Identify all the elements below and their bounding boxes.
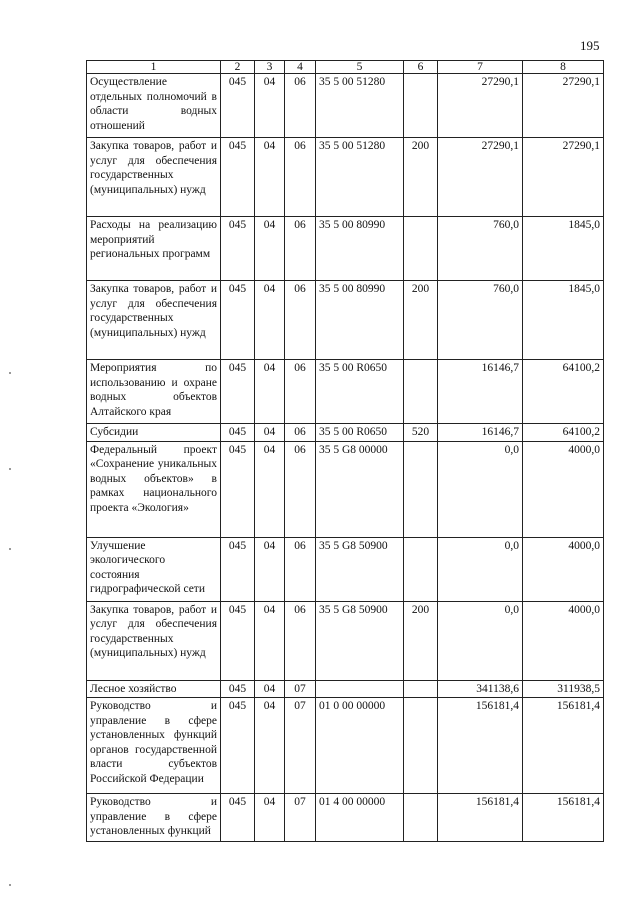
cell-amount-8: 64100,2 — [523, 360, 604, 424]
cell-target-article: 35 5 00 80990 — [316, 217, 404, 281]
row-name: Субсидии — [87, 424, 221, 442]
table-row — [87, 441, 604, 537]
cell-amount-7: 0,0 — [438, 441, 523, 537]
cell-code: 045 — [221, 698, 255, 794]
cell-expense-type: 200 — [404, 138, 438, 217]
cell-amount-8: 27290,1 — [523, 74, 604, 138]
cell-section: 04 — [255, 698, 285, 794]
cell-target-article: 35 5 00 51280 — [316, 138, 404, 217]
cell-code: 045 — [221, 601, 255, 680]
cell-section: 04 — [255, 794, 285, 842]
cell-amount-8: 1845,0 — [523, 281, 604, 360]
column-header: 2 — [221, 61, 255, 74]
table-row — [87, 424, 604, 442]
scan-speck — [9, 372, 11, 374]
row-name: Закупка товаров, работ и услуг для обеспечения государственных (муниципальных) нужд — [87, 138, 221, 217]
column-header: 4 — [285, 61, 316, 74]
cell-subsection: 06 — [285, 360, 316, 424]
table-row — [87, 698, 604, 794]
cell-section: 04 — [255, 138, 285, 217]
cell-amount-8: 4000,0 — [523, 441, 604, 537]
table-row — [87, 537, 604, 601]
cell-target-article: 35 5 G8 00000 — [316, 441, 404, 537]
cell-expense-type — [404, 680, 438, 698]
cell-expense-type: 200 — [404, 601, 438, 680]
cell-section: 04 — [255, 424, 285, 442]
row-name: Осуществление отдельных полномочий в области водных отношений — [87, 74, 221, 138]
cell-amount-7: 16146,7 — [438, 360, 523, 424]
cell-expense-type — [404, 360, 438, 424]
cell-expense-type — [404, 441, 438, 537]
cell-section: 04 — [255, 680, 285, 698]
cell-amount-8: 156181,4 — [523, 794, 604, 842]
page-number: 195 — [580, 38, 600, 53]
cell-subsection: 06 — [285, 138, 316, 217]
cell-amount-8: 311938,5 — [523, 680, 604, 698]
row-name: Руководство и управление в сфере установленных функций органов государственной власти субъектов Российской Федерации — [87, 698, 221, 794]
column-header: 6 — [404, 61, 438, 74]
cell-target-article: 35 5 G8 50900 — [316, 601, 404, 680]
cell-expense-type — [404, 217, 438, 281]
cell-target-article: 35 5 00 R0650 — [316, 424, 404, 442]
scan-speck — [9, 884, 11, 886]
cell-subsection: 07 — [285, 794, 316, 842]
cell-subsection: 07 — [285, 698, 316, 794]
cell-code: 045 — [221, 424, 255, 442]
cell-target-article: 35 5 00 R0650 — [316, 360, 404, 424]
table-row — [87, 794, 604, 842]
cell-code: 045 — [221, 360, 255, 424]
cell-amount-7: 0,0 — [438, 537, 523, 601]
cell-target-article: 01 4 00 00000 — [316, 794, 404, 842]
cell-code: 045 — [221, 138, 255, 217]
column-header: 1 — [87, 61, 221, 74]
cell-section: 04 — [255, 441, 285, 537]
scan-speck — [9, 548, 11, 550]
cell-code: 045 — [221, 537, 255, 601]
cell-code: 045 — [221, 441, 255, 537]
cell-amount-8: 156181,4 — [523, 698, 604, 794]
row-name: Расходы на реализацию мероприятий региональных программ — [87, 217, 221, 281]
budget-table — [86, 60, 604, 842]
cell-amount-7: 27290,1 — [438, 74, 523, 138]
cell-section: 04 — [255, 601, 285, 680]
cell-expense-type: 520 — [404, 424, 438, 442]
cell-subsection: 06 — [285, 74, 316, 138]
table-row — [87, 138, 604, 217]
cell-amount-8: 4000,0 — [523, 537, 604, 601]
cell-section: 04 — [255, 537, 285, 601]
cell-subsection: 06 — [285, 424, 316, 442]
cell-section: 04 — [255, 74, 285, 138]
cell-target-article: 35 5 00 80990 — [316, 281, 404, 360]
column-header: 5 — [316, 61, 404, 74]
cell-amount-8: 4000,0 — [523, 601, 604, 680]
column-header: 7 — [438, 61, 523, 74]
cell-amount-7: 760,0 — [438, 217, 523, 281]
table-row — [87, 601, 604, 680]
cell-section: 04 — [255, 281, 285, 360]
cell-subsection: 06 — [285, 281, 316, 360]
cell-amount-8: 64100,2 — [523, 424, 604, 442]
cell-amount-7: 341138,6 — [438, 680, 523, 698]
table-row — [87, 360, 604, 424]
row-name: Улучшение экологического состояния гидрографической сети — [87, 537, 221, 601]
cell-amount-7: 0,0 — [438, 601, 523, 680]
row-name: Федеральный проект «Сохранение уникальных водных объектов» в рамках национального проекта «Экология» — [87, 441, 221, 537]
cell-subsection: 06 — [285, 217, 316, 281]
cell-code: 045 — [221, 794, 255, 842]
cell-code: 045 — [221, 680, 255, 698]
cell-amount-7: 156181,4 — [438, 794, 523, 842]
cell-code: 045 — [221, 281, 255, 360]
cell-section: 04 — [255, 217, 285, 281]
cell-subsection: 07 — [285, 680, 316, 698]
cell-target-article: 35 5 G8 50900 — [316, 537, 404, 601]
row-name: Лесное хозяйство — [87, 680, 221, 698]
row-name: Мероприятия по использованию и охране водных объектов Алтайского края — [87, 360, 221, 424]
row-name: Закупка товаров, работ и услуг для обеспечения государственных (муниципальных) нужд — [87, 281, 221, 360]
cell-target-article: 35 5 00 51280 — [316, 74, 404, 138]
cell-expense-type: 200 — [404, 281, 438, 360]
cell-amount-7: 27290,1 — [438, 138, 523, 217]
table-row — [87, 217, 604, 281]
cell-code: 045 — [221, 74, 255, 138]
cell-subsection: 06 — [285, 441, 316, 537]
table-header-row — [87, 61, 604, 74]
cell-amount-8: 1845,0 — [523, 217, 604, 281]
column-header: 8 — [523, 61, 604, 74]
cell-code: 045 — [221, 217, 255, 281]
cell-expense-type — [404, 537, 438, 601]
table-row — [87, 74, 604, 138]
cell-amount-7: 16146,7 — [438, 424, 523, 442]
row-name: Закупка товаров, работ и услуг для обеспечения государственных (муниципальных) нужд — [87, 601, 221, 680]
cell-amount-7: 156181,4 — [438, 698, 523, 794]
cell-subsection: 06 — [285, 601, 316, 680]
cell-expense-type — [404, 74, 438, 138]
cell-target-article: 01 0 00 00000 — [316, 698, 404, 794]
cell-amount-8: 27290,1 — [523, 138, 604, 217]
column-header: 3 — [255, 61, 285, 74]
table-row — [87, 281, 604, 360]
cell-subsection: 06 — [285, 537, 316, 601]
scan-speck — [9, 468, 11, 470]
cell-expense-type — [404, 794, 438, 842]
cell-expense-type — [404, 698, 438, 794]
cell-amount-7: 760,0 — [438, 281, 523, 360]
cell-section: 04 — [255, 360, 285, 424]
cell-target-article — [316, 680, 404, 698]
row-name: Руководство и управление в сфере установленных функций — [87, 794, 221, 842]
table-row — [87, 680, 604, 698]
